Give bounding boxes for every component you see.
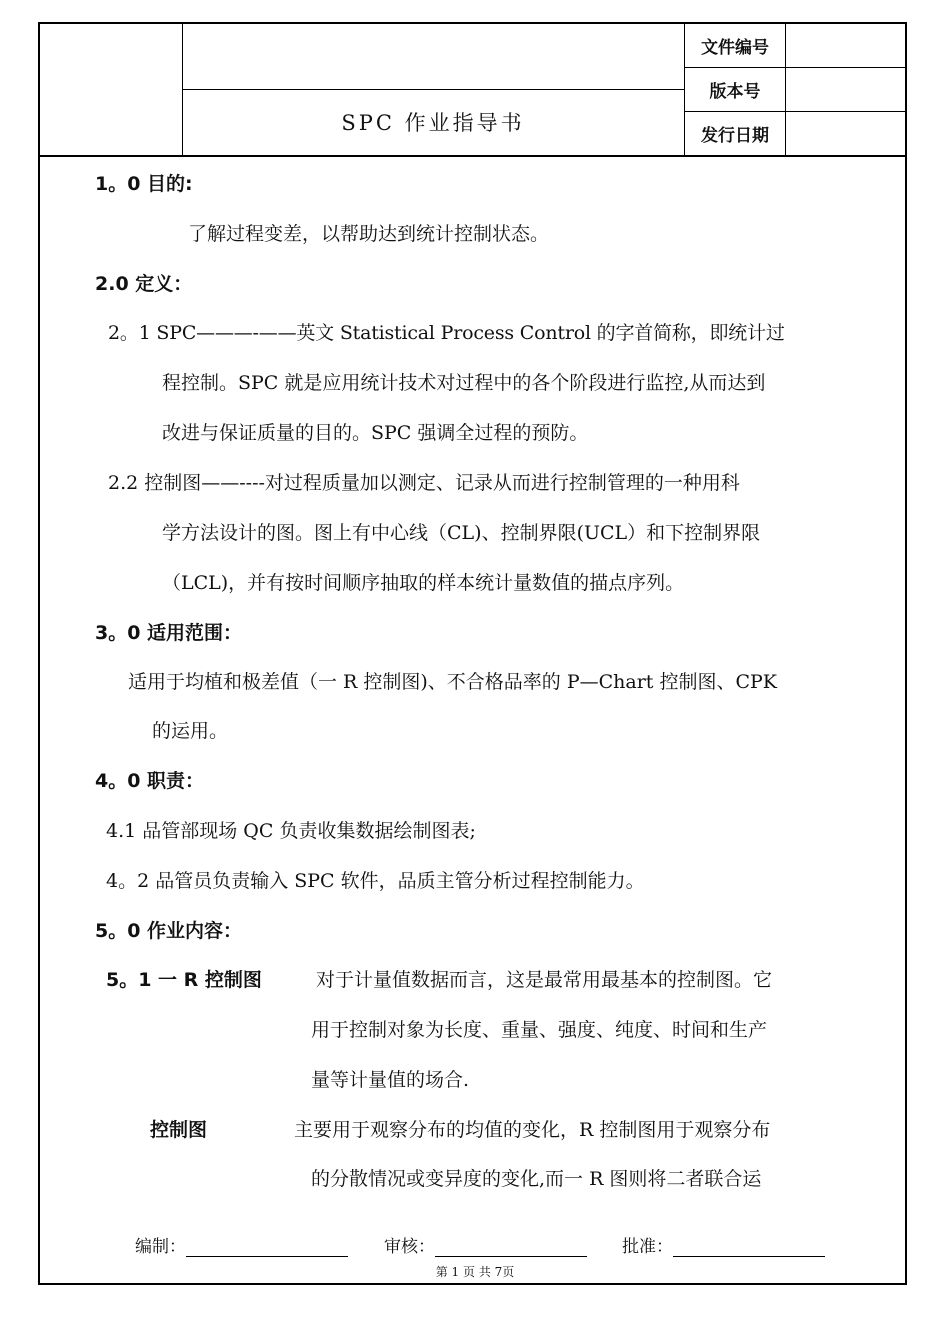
- section-2-2-line: （LCL)，并有按时间顺序抽取的样本统计量数值的描点序列。: [162, 572, 685, 594]
- approved-label: 批准：: [622, 1237, 673, 1257]
- section-5-2-line: 主要用于观察分布的均值的变化，R 控制图用于观察分布: [294, 1119, 771, 1141]
- section-3-heading: 3。0 适用范围：: [95, 622, 243, 644]
- section-2-1-line: 2。1 SPC———-——英文 Statistical Process Control 的字首简称，即统计过: [108, 322, 785, 344]
- issue-date-value: [786, 112, 905, 155]
- reviewed-signature-line[interactable]: [435, 1240, 587, 1257]
- document-title: SPC 作业指导书: [341, 111, 525, 135]
- section-2-2-line: 2.2 控制图——----对过程质量加以测定、记录从而进行控制管理的一种用科: [108, 472, 740, 494]
- section-4-heading: 4。0 职责：: [95, 770, 205, 792]
- prepared-by: [135, 1232, 348, 1257]
- reviewed-label: 审核：: [384, 1237, 435, 1257]
- issue-date-label: 发行日期: [701, 126, 769, 146]
- doc-number-value: [786, 24, 905, 67]
- doc-number-label: 文件编号: [701, 38, 769, 58]
- approved-signature-line[interactable]: [673, 1240, 825, 1257]
- section-5-1-line: 量等计量值的场合.: [311, 1069, 470, 1091]
- reviewed-by: [384, 1232, 587, 1257]
- section-2-1-line: 程控制。SPC 就是应用统计技术对过程中的各个阶段进行监控,从而达到: [162, 372, 766, 394]
- approved-by: [622, 1232, 825, 1257]
- section-4-1: 4.1 品管部现场 QC 负责收集数据绘制图表;: [106, 820, 476, 842]
- section-5-1-label: 5。1 一 R 控制图: [106, 969, 262, 991]
- section-2-2-line: 学方法设计的图。图上有中心线（CL)、控制界限(UCL）和下控制界限: [162, 522, 761, 544]
- header-table: [40, 24, 905, 157]
- version-value: [786, 68, 905, 111]
- section-4-2: 4。2 品管员负责输入 SPC 软件，品质主管分析过程控制能力。: [106, 870, 645, 892]
- section-3-line: 的运用。: [152, 720, 229, 742]
- section-3-line: 适用于均植和极差值（一 R 控制图)、不合格品率的 P—Chart 控制图、CPK: [128, 671, 777, 693]
- section-1-heading: 1。0 目的:: [95, 173, 193, 195]
- prepared-signature-line[interactable]: [186, 1240, 348, 1257]
- document-frame: [38, 22, 907, 1285]
- section-5-1-line: 用于控制对象为长度、重量、强度、纯度、时间和生产: [311, 1019, 768, 1041]
- prepared-label: 编制：: [135, 1237, 186, 1257]
- section-5-2-line: 的分散情况或变异度的变化,而一 R 图则将二者联合运: [311, 1168, 762, 1190]
- page-number: 第 1 页 共 7页: [435, 1265, 515, 1279]
- section-2-heading: 2.0 定义：: [95, 273, 193, 295]
- version-label: 版本号: [709, 82, 761, 102]
- section-5-1-line: 对于计量值数据而言，这是最常用最基本的控制图。它: [316, 969, 773, 991]
- section-5-2-label: 控制图: [150, 1119, 208, 1141]
- section-1-text: 了解过程变差，以帮助达到统计控制状态。: [188, 223, 550, 245]
- section-2-1-line: 改进与保证质量的目的。SPC 强调全过程的预防。: [162, 422, 589, 444]
- section-5-heading: 5。0 作业内容：: [95, 920, 243, 942]
